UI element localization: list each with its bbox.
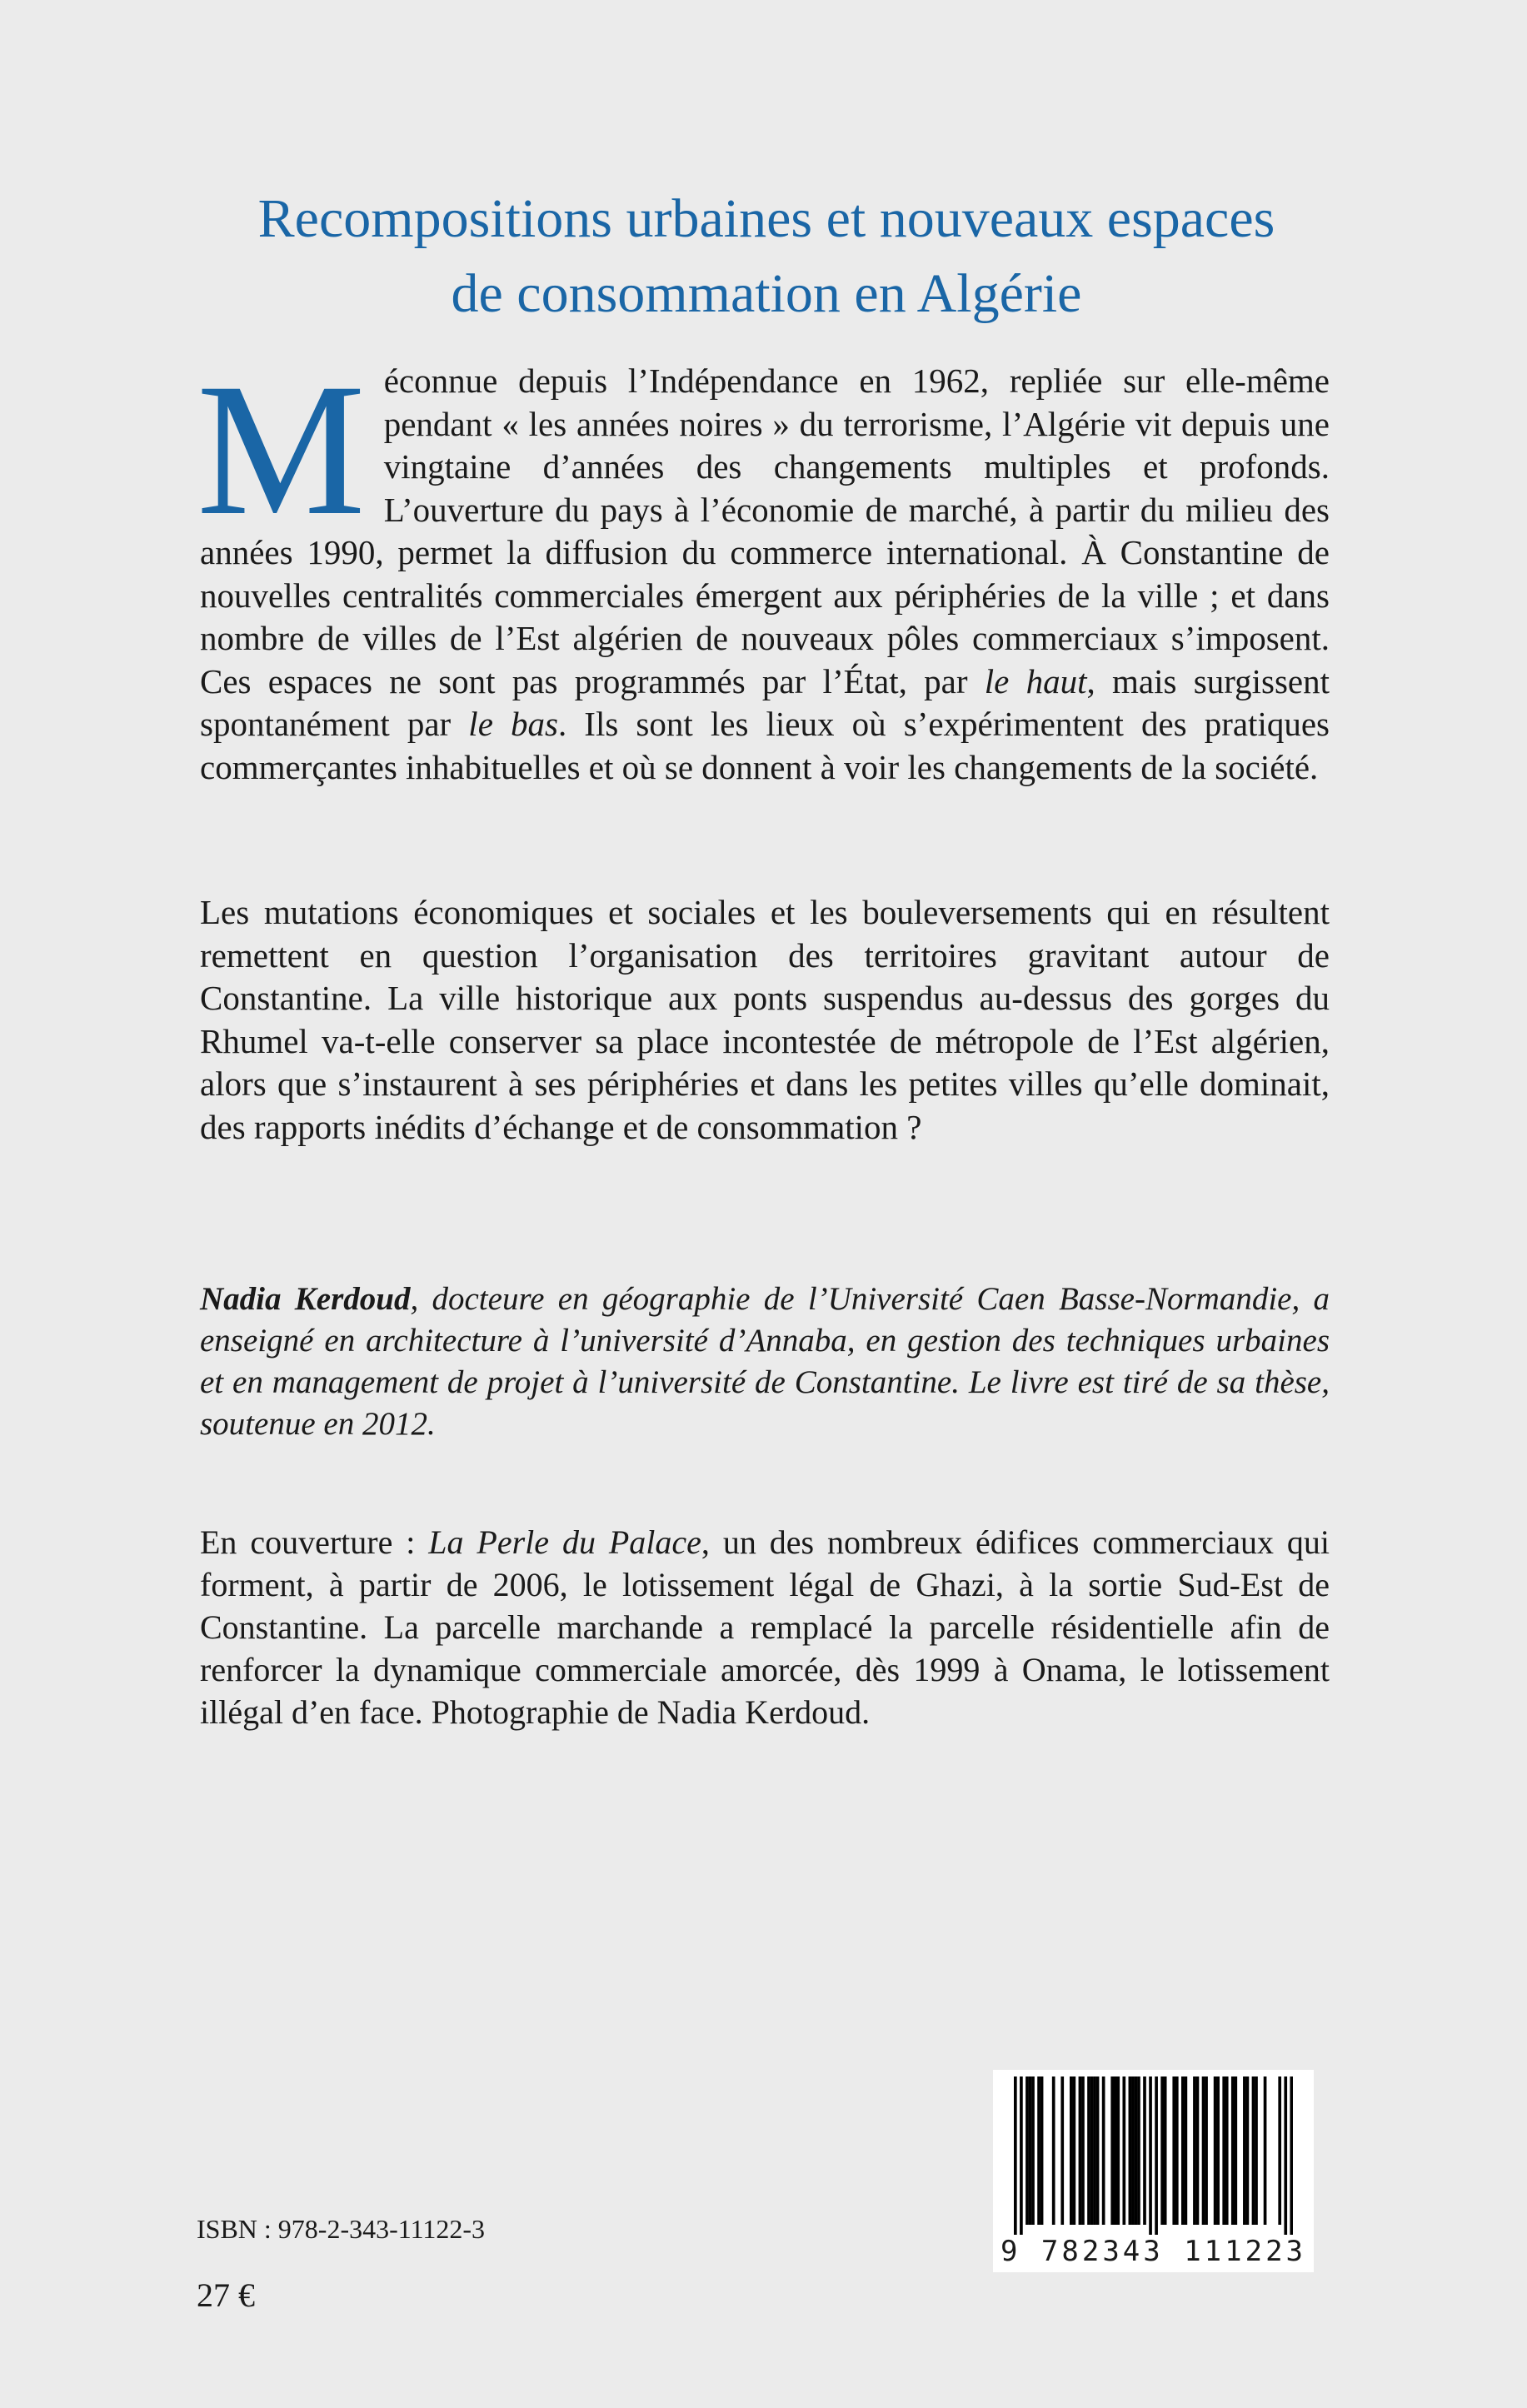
barcode-bar [1073,2076,1076,2225]
intro-paragraph [197,345,1330,789]
cover-credit-text: , un des nombreux édifices commerciaux qui forment, à partir de 2006, le lotissement légal de Ghazi, à la sortie Sud-Est de Constantine. La parcelle marchande a remplacé la parcelle résidentielle afin de renforcer la dynamique commerciale amorcée, dès 1999 à Onama, le lotissement illégal d’en face. Photographie de Nadia Kerdoud. [200,1523,1330,1731]
barcode-bar [1234,2076,1237,2225]
isbn: ISBN : 978-2-343-11122-3 [197,2214,486,2244]
barcode-bar [1102,2076,1105,2225]
barcode-bar [1060,2076,1064,2225]
barcode-bar [1284,2076,1287,2235]
barcode [993,2070,1314,2272]
barcode-bar [1222,2076,1225,2225]
barcode-bar [1252,2076,1255,2225]
barcode-bar [1175,2076,1179,2225]
barcode-bar [1014,2076,1017,2235]
barcode-bar [1193,2076,1196,2225]
barcode-bar [1029,2076,1032,2225]
barcode-bar [1243,2076,1246,2225]
intro-italic-2: le bas [468,705,558,743]
barcode-bar [1129,2076,1132,2225]
intro-text-3: . Ils sont les lieux où s’expérimentent des pratiques commerçantes inhabituelles et où se donnent à voir les changements de la société. [200,705,1330,786]
barcode-bar [1093,2076,1096,2225]
barcode-bar [1255,2076,1258,2225]
intro-italic-1: le haut [984,661,1087,700]
barcode-bar [1090,2076,1094,2225]
barcode-bar [1087,2076,1090,2225]
cover-credit-prefix: En couverture : [200,1523,429,1561]
book-title-line-1: Recompositions urbaines et nouveaux espaces [257,188,1275,249]
barcode-bar [1135,2076,1138,2225]
barcode-bar [1037,2076,1040,2225]
price: 27 € [197,2276,255,2314]
barcode-bars [1014,2076,1293,2235]
barcode-bar [1160,2076,1164,2225]
barcode-bar [1096,2076,1100,2225]
author-bio-text: , docteure en géographie de l’Université Caen Basse-Normandie, a enseigné en architecture à l’université d’Annaba, en gestion des techniques urbaines et en management de projet à l’université de Constantine. Le livre est tiré de sa thèse, soutenue en 2012. [200,1281,1330,1442]
intro-text-2: , mais surgissent spontanément par [200,661,1330,743]
barcode-bar [1164,2076,1167,2225]
barcode-bar [1070,2076,1073,2225]
second-paragraph-text: Les mutations économiques et sociales et les bouleversements qui en résultent remettent en question l’organisation des territoires gravitant autour de Constantine. La ville historique aux ponts suspendus au-dessus des gorges du Rhumel va-t-elle conserver sa place incontestée de métropole de l’Est algérien, alors que s’instaurent à ses périphéries et dans les petites villes qu’elle dominait, des rapports inédits d’échange et de consommation ? [200,893,1330,1146]
cover-credit [200,1521,1330,1733]
barcode-bar [1031,2076,1035,2225]
barcode-bar [1114,2076,1117,2225]
barcode-bar [1172,2076,1175,2225]
barcode-bar [1264,2076,1267,2225]
barcode-bar [1079,2076,1082,2225]
author-name: Nadia Kerdoud [200,1281,411,1317]
barcode-bar [1122,2076,1125,2225]
barcode-bar [1205,2076,1208,2225]
barcode-bar [1214,2076,1217,2225]
barcode-bar [1246,2076,1250,2225]
barcode-bar [1110,2076,1114,2225]
barcode-bar [1278,2076,1281,2225]
second-paragraph [200,891,1330,1149]
drop-cap: M [197,345,366,555]
barcode-bar [1020,2076,1023,2235]
barcode-bar [1231,2076,1235,2225]
barcode-bar [1290,2076,1293,2235]
barcode-bar [1155,2076,1158,2235]
barcode-bar [1216,2076,1220,2225]
barcode-bar [1131,2076,1135,2225]
barcode-bar [1052,2076,1055,2225]
barcode-bar [1196,2076,1200,2225]
intro-text-1: éconnue depuis l’Indépendance en 1962, repliée sur elle-même pendant « les années noires » du terrorisme, l’Algérie vit depuis une vingtaine d’années des changements multiples et profonds. L’ouverture du pays à l’économie de marché, à partir du milieu des années 1990, permet la diffusion du commerce international. À Constantine de nouvelles centralités commerciales émergent aux périphéries de la ville ; et dans nombre de villes de l’Est algérien de nouveaux pôles commerciaux s’imposent. Ces espaces ne sont pas programmés par l’État, par [200,361,1330,700]
barcode-bar [1137,2076,1140,2225]
barcode-bar [1116,2076,1120,2225]
cover-work-title: La Perle du Palace [428,1523,701,1561]
barcode-bar [1143,2076,1146,2225]
book-title-line-2: de consommation en Algérie [451,263,1082,324]
barcode-bar [1025,2076,1029,2225]
barcode-bar [1040,2076,1044,2225]
barcode-bar [1081,2076,1085,2225]
barcode-bar [1149,2076,1152,2235]
barcode-digits: 9 782343 111223 [1000,2235,1307,2268]
barcode-bar [1181,2076,1185,2225]
barcode-bar [1225,2076,1229,2225]
author-bio [200,1279,1330,1445]
barcode-bar [1185,2076,1188,2225]
barcode-bar [1202,2076,1205,2225]
book-title [100,182,1433,332]
